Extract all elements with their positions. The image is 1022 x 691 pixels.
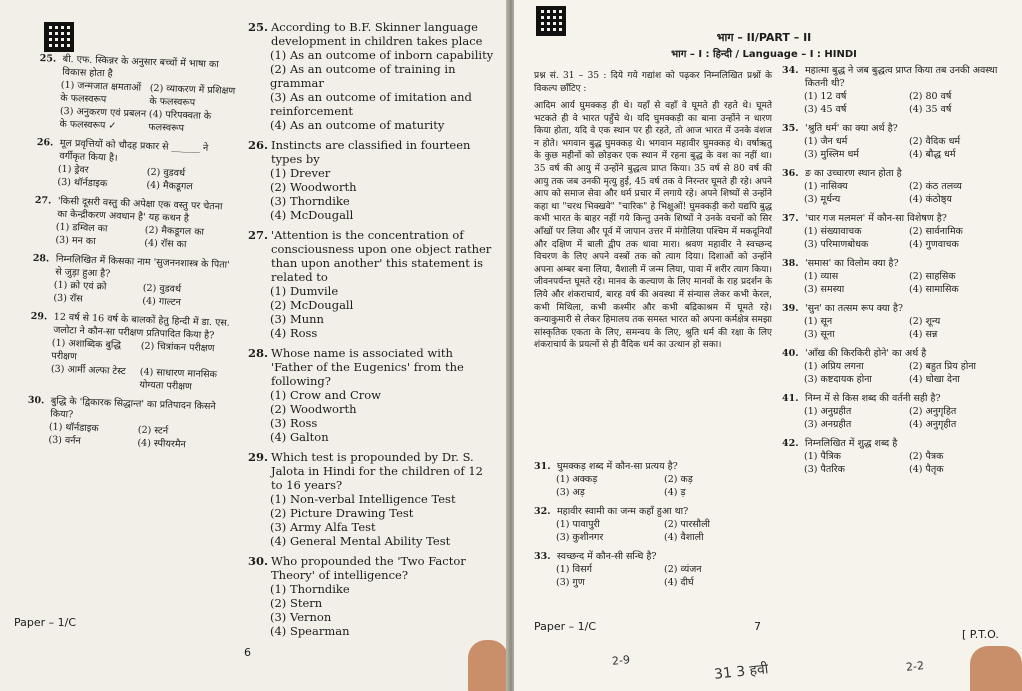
answer-option[interactable]: (3) 45 वर्ष	[804, 104, 847, 115]
page-number: 7	[754, 620, 761, 633]
question-header	[782, 347, 1014, 360]
answer-option[interactable]: (1) जैन धर्म	[804, 136, 848, 147]
options-list	[804, 450, 1014, 476]
answer-option[interactable]: (4) As an outcome of maturity	[270, 118, 445, 132]
answer-option[interactable]: (2) वैदिक धर्म	[909, 136, 961, 147]
question-text: According to B.F. Skinner language development in children takes place	[271, 20, 483, 48]
answer-option[interactable]: (2) Woodworth	[270, 402, 357, 416]
answer-option[interactable]: (3) मूर्धन्य	[804, 194, 841, 205]
question-header	[248, 554, 498, 582]
hindi-questions-column	[26, 52, 240, 459]
question-text: Whose name is associated with 'Father of the Eugenics' from the following?	[271, 346, 464, 388]
answer-option[interactable]: (4) धोखा देना	[909, 374, 960, 385]
question-item	[248, 346, 498, 444]
options-list	[556, 473, 772, 499]
options-list	[804, 135, 1014, 161]
question-number: 36.	[782, 168, 799, 179]
right-page	[514, 0, 1022, 691]
question-header	[248, 228, 498, 284]
answer-option[interactable]: (4) वैशाली	[664, 532, 704, 543]
answer-option[interactable]: (3) कष्टदायक होना	[804, 374, 872, 385]
options-list	[804, 180, 1014, 206]
answer-option[interactable]: (2) Woodworth	[270, 180, 357, 194]
answer-option[interactable]: (1) थॉर्नडाइक	[48, 421, 99, 435]
answer-option[interactable]: (3) वर्नन	[48, 434, 81, 447]
options-list	[270, 492, 498, 548]
question-item	[248, 20, 498, 132]
question-number: 32.	[534, 506, 551, 517]
question-header	[782, 212, 1014, 225]
answer-option[interactable]: (2) Picture Drawing Test	[270, 506, 414, 520]
question-item	[37, 52, 240, 137]
question-item	[33, 194, 235, 253]
answer-option[interactable]: (2) As an outcome of training in grammar	[270, 62, 456, 90]
english-questions-column	[248, 20, 498, 644]
section-header: भाग – I : हिन्दी / Language – I : HINDI	[671, 49, 857, 60]
question-number: 25.	[39, 52, 57, 65]
question-number: 37.	[782, 213, 799, 224]
answer-option[interactable]: (1) डम्विल का	[55, 221, 108, 235]
answer-option[interactable]: (2) मैकडूगल का	[144, 224, 205, 238]
question-text: 'श्रुति धर्म' का क्या अर्थ है?	[805, 123, 898, 134]
options-list	[270, 582, 498, 638]
thumb	[468, 640, 508, 691]
options-list	[53, 279, 232, 311]
answer-option[interactable]: (3) रॉस	[53, 292, 83, 305]
answer-option[interactable]: (3) मुस्लिम धर्म	[804, 149, 859, 160]
answer-option[interactable]: (3) परिमाणबोधक	[804, 239, 869, 250]
answer-option[interactable]: (4) साधारण मानसिक योग्यता परीक्षण	[139, 366, 218, 393]
question-header	[248, 450, 498, 492]
question-number: 27.	[34, 194, 52, 207]
handwritten-note: 2-2	[905, 659, 925, 674]
question-number: 40.	[782, 348, 799, 359]
question-header	[534, 505, 772, 518]
question-header	[782, 257, 1014, 270]
options-list	[804, 270, 1014, 296]
question-number: 30.	[248, 554, 269, 568]
question-item	[782, 437, 1014, 476]
answer-option[interactable]: (3) मन का	[55, 234, 96, 248]
answer-option[interactable]: (1) Crow and Crow	[270, 388, 382, 402]
question-header	[782, 64, 1014, 90]
hindi-grammar-column	[782, 64, 1014, 482]
question-item	[35, 136, 237, 195]
answer-option[interactable]: (2) शून्य	[909, 316, 941, 327]
answer-option[interactable]: (4) Ross	[270, 326, 318, 340]
question-header	[782, 392, 1014, 405]
answer-option[interactable]: (1) As an outcome of inborn capability	[270, 48, 494, 62]
question-text: निम्न में से किस शब्द की वर्तनी सही है?	[805, 393, 941, 404]
options-list	[55, 221, 234, 253]
question-number: 29.	[248, 450, 269, 464]
answer-option[interactable]: (2) वुडवर्थ	[146, 166, 186, 180]
question-number: 26.	[36, 136, 54, 149]
options-list	[804, 315, 1014, 341]
answer-option[interactable]: (1) 12 वर्ष	[804, 91, 847, 102]
page-number: 6	[244, 646, 251, 659]
question-header	[782, 167, 1014, 180]
answer-option[interactable]: (2) व्यंजन	[664, 564, 702, 575]
answer-option[interactable]: (1) नासिक्य	[804, 181, 848, 192]
question-item	[782, 122, 1014, 161]
answer-option[interactable]: (4) Galton	[270, 430, 329, 444]
question-text: महात्मा बुद्ध ने जब बुद्धत्व प्राप्त किया तब उनकी अवस्था कितनी थी?	[805, 65, 998, 89]
answer-option[interactable]: (3) थॉर्नडाइक	[57, 176, 108, 190]
question-text: 12 वर्ष से 16 वर्ष के बालकों हेतु हिन्दी में डा. एस. जलोटा ने कौन-सा परीक्षण प्रतिपादित किया है?	[53, 311, 230, 342]
answer-option[interactable]: (2) साहसिक	[909, 271, 956, 282]
question-item	[782, 257, 1014, 296]
answer-option[interactable]: (2) अनुगृहित	[909, 406, 957, 417]
question-text: बुद्धि के 'द्विकारक सिद्धान्त' का प्रतिपादन किसने किया?	[50, 395, 216, 421]
answer-option[interactable]: (4) अनुगृहीत	[909, 419, 957, 430]
footer-paper-code: Paper – 1/C	[14, 616, 77, 629]
question-text: 'Attention is the concentration of consciousness upon one object rather than upon another' this statement is related to	[271, 228, 492, 284]
answer-option[interactable]: (4) परिपक्वता के फलस्वरूप	[148, 108, 212, 135]
instructions: प्रश्न सं. 31 – 35 : दिये गये गद्यांश को पढ़कर निम्नलिखित प्रश्नों के विकल्प छाँटिए :	[534, 71, 772, 94]
question-number: 25.	[248, 20, 269, 34]
question-number: 38.	[782, 258, 799, 269]
answer-option[interactable]: (3) Munn	[270, 312, 324, 326]
answer-option[interactable]: (3) पैतरिक	[804, 464, 845, 475]
answer-option[interactable]: (4) Spearman	[270, 624, 350, 638]
qr-code-icon	[536, 6, 566, 36]
thumb	[970, 646, 1022, 691]
options-list	[270, 388, 498, 444]
question-item	[782, 302, 1014, 341]
question-text: Who propounded the 'Two Factor Theory' of intelligence?	[271, 554, 466, 582]
question-item	[782, 64, 1014, 116]
answer-option[interactable]: (4) सामासिक	[909, 284, 959, 295]
answer-option[interactable]: (1) सून	[804, 316, 833, 327]
question-item	[534, 460, 772, 499]
answer-option[interactable]: (1) जन्मजात क्षमताओं के फलस्वरूप	[60, 79, 142, 106]
answer-option[interactable]: (2) वुडवर्थ	[142, 282, 182, 296]
question-item	[31, 252, 233, 311]
question-number: 27.	[248, 228, 269, 242]
answer-option[interactable]: (4) दीर्घ	[664, 577, 694, 588]
answer-option[interactable]: (3) Vernon	[270, 610, 332, 624]
question-number: 26.	[248, 138, 269, 152]
question-item	[534, 505, 772, 544]
question-number: 42.	[782, 438, 799, 449]
answer-option[interactable]: (4) मैकडूगल	[146, 179, 193, 193]
options-list	[804, 405, 1014, 431]
answer-option[interactable]: (2) 80 वर्ष	[909, 91, 952, 102]
part-header: भाग – II/PART – II	[716, 31, 812, 44]
question-text: बी. एफ. स्किन्नर के अनुसार बच्चों में भाषा का विकास होता है	[62, 53, 219, 80]
question-item	[534, 550, 772, 589]
question-text: Instincts are classified in fourteen types by	[271, 138, 471, 166]
passage: आदिम आर्य घुमक्कड़ ही थे। यहाँ से वहाँ वे घूमते ही रहते थे। घूमते भटकते ही वे भारत पहुँचे थे। यदि घुमक्कड़ी का बाना उन्होंने न धारण किया होता, यदि वे एक स्थान पर ही रहते, तो आज भारत में उनके वंशज न होते। भगवान बुद्ध घुमक्कड़ थे। भगवान महावीर घुमक्कड़ थे। वर्षाऋतु के कुछ महीनों को छोड़कर एक स्थान में रहना बुद्ध के वश का नहीं था। 35 वर्ष की आयु में उन्होंने बुद्धत्व प्राप्त किया। 35 वर्ष से 80 वर्ष की आयु तक जब उनकी मृत्यु हुई, 45 वर्ष तक वे निरन्तर घूमते ही रहे। अपने आप को समाज सेवा और धर्म प्रचार में लगाये रहे। अपने शिष्यों से उन्होंने कहा था "चरथ भिक्खवे" "चारिक" हे भिक्षुओं! घुमक्कड़ी करो यद्यपि बुद्ध कभी भारत के बाहर नहीं गये किन्तु उनके शिष्यों ने उनके वचनों को सिर आँखों पर लिया और पूर्व में जापान उत्तर में मंगोलिया पश्चिम में मकदूनियाँ और दक्षिण में बाली द्वीप तक धावा मारा। श्रवण महावीर ने स्वच्छन्द विचरण के लिए अपने वस्त्रों तक को त्याग दिया। दिशाओं को उन्होंने अपना अम्बर बना लिया, वैशाली में जन्म लिया, पावा में शरीर त्याग किया। जीवनपर्यन्त घूमते रहे। मानव के कल्याण के लिए मानवों के राह प्रदर्शन के लिये और शंकराचार्य, बारह वर्ष की अवस्था में संन्यास लेकर कभी केरल, कभी मिथिला, कभी कश्मीर और कभी बद्रिकाश्रम में घूमते रहे। कन्याकुमारी से लेकर हिमालय तक समस्त भारत को अपना कर्मक्षेत्र समझा सांस्कृतिक एकता के लिए, समन्वय के लिए, श्रुति धर्म की रक्षा के लिए शंकराचार्य के प्रयत्नों से ही वैदिक धर्म का उत्थान हो सका।	[534, 101, 772, 351]
question-item	[26, 394, 228, 453]
question-header	[782, 122, 1014, 135]
question-text: घुमक्कड़ शब्द में कौन-सा प्रत्यय है?	[557, 461, 678, 472]
question-header	[534, 460, 772, 473]
question-header	[248, 20, 498, 48]
answer-option[interactable]: (3) Thorndike	[270, 194, 350, 208]
answer-option[interactable]: (3) अनुकरण एवं प्रबलन के फलस्वरूप ✓	[59, 105, 147, 132]
answer-option[interactable]: (2) पारसौली	[664, 519, 711, 530]
answer-option[interactable]: (2) Stern	[270, 596, 323, 610]
answer-option[interactable]: (1) पावापुरी	[556, 519, 600, 530]
question-header	[248, 346, 498, 388]
answer-option[interactable]: (4) रॉस का	[144, 237, 187, 251]
answer-option[interactable]: (3) आर्मी अल्फा टेस्ट	[50, 363, 126, 378]
answer-option[interactable]: (2) पैत्रक	[909, 451, 944, 462]
answer-option[interactable]: (3) गुण	[556, 577, 585, 588]
question-text: 'आँख की किरकिरी होने' का अर्थ है	[805, 348, 927, 359]
question-item	[782, 392, 1014, 431]
answer-option[interactable]: (3) Ross	[270, 416, 318, 430]
options-list	[270, 48, 498, 132]
answer-option[interactable]: (1) अनुग्रहीत	[804, 406, 852, 417]
question-item	[782, 347, 1014, 386]
options-list	[556, 518, 772, 544]
question-text: 'किसी दूसरी वस्तु की अपेक्षा एक वस्तु पर चेतना का केन्द्रीकरण अवधान है' यह कथन है	[57, 195, 223, 225]
answer-option[interactable]: (4) पैतृक	[909, 464, 944, 475]
question-item	[248, 228, 498, 340]
options-list	[57, 163, 236, 195]
question-text: 'चार गज मलमल' में कौन-सा विशेषण है?	[805, 213, 947, 224]
answer-option[interactable]: (3) कुशीनगर	[556, 532, 604, 543]
answer-option[interactable]: (4) कंठोष्ठ्य	[909, 194, 952, 205]
answer-option[interactable]: (2) कड़	[664, 474, 693, 485]
question-item	[28, 310, 231, 395]
answer-option[interactable]: (1) संख्यावाचक	[804, 226, 862, 237]
question-number: 41.	[782, 393, 799, 404]
answer-option[interactable]: (1) Drever	[270, 166, 331, 180]
answer-option[interactable]: (3) अड़	[556, 487, 585, 498]
answer-option[interactable]: (4) सन्न	[909, 329, 938, 340]
answer-option[interactable]: (3) अनग्रहीत	[804, 419, 852, 430]
answer-option[interactable]: (4) बौद्ध धर्म	[909, 149, 956, 160]
question-header	[248, 138, 498, 166]
question-text: Which test is propounded by Dr. S. Jalota in Hindi for the children of 12 to 16 years?	[271, 450, 483, 492]
question-text: स्वच्छन्द में कौन-सी सन्धि है?	[557, 551, 657, 562]
handwritten-note: 31 3 हवी	[713, 661, 770, 683]
question-item	[248, 450, 498, 548]
answer-option[interactable]: (4) स्पीयरमैन	[137, 437, 186, 451]
options-list	[804, 360, 1014, 386]
answer-option[interactable]: (1) Thorndike	[270, 582, 350, 596]
answer-option[interactable]: (2) McDougall	[270, 298, 354, 312]
question-header	[782, 437, 1014, 450]
question-number: 39.	[782, 303, 799, 314]
question-item	[248, 554, 498, 638]
options-list	[804, 225, 1014, 251]
question-number: 33.	[534, 551, 551, 562]
handwritten-note: 2-9	[611, 653, 631, 668]
question-number: 28.	[32, 252, 50, 265]
question-item	[782, 167, 1014, 206]
answer-option[interactable]: (3) समस्या	[804, 284, 845, 295]
answer-option[interactable]: (3) Army Alfa Test	[270, 520, 376, 534]
options-list	[59, 79, 239, 137]
left-page	[0, 0, 508, 691]
answer-option[interactable]: (1) अशाब्दिक बुद्धि परीक्षण	[51, 337, 122, 363]
answer-option[interactable]: (1) व्यास	[804, 271, 839, 282]
answer-option[interactable]: (4) McDougall	[270, 208, 354, 222]
answer-option[interactable]: (4) गाल्टन	[142, 295, 182, 309]
question-item	[248, 138, 498, 222]
answer-option[interactable]: (1) क्रो एवं क्रो	[53, 279, 107, 293]
answer-option[interactable]: (1) पैत्रिक	[804, 451, 841, 462]
question-number: 34.	[782, 65, 799, 76]
question-number: 28.	[248, 346, 269, 360]
answer-option[interactable]: (2) स्टर्न	[137, 424, 169, 437]
options-list	[50, 337, 230, 395]
question-text: निम्नलिखित में किसका नाम 'सुजननशास्त्र के पिता' से जुड़ा हुआ है?	[55, 253, 230, 280]
answer-option[interactable]: (2) व्याकरण में प्रशिक्षण के फलस्वरूप	[149, 82, 236, 109]
answer-option[interactable]: (3) सूना	[804, 329, 835, 340]
question-item	[782, 212, 1014, 251]
question-text: 'समास' का विलोम क्या है?	[805, 258, 899, 269]
answer-option[interactable]: (3) As an outcome of imitation and reinforcement	[270, 90, 472, 118]
answer-option[interactable]: (4) ड़	[664, 487, 686, 498]
answer-option[interactable]: (1) विसर्ग	[556, 564, 592, 575]
pto-label: [ P.T.O.	[962, 628, 999, 641]
answer-option[interactable]: (2) बहुत प्रिय होना	[909, 361, 977, 372]
answer-option[interactable]: (1) अप्रिय लगना	[804, 361, 864, 372]
answer-option[interactable]: (1) ड्रेवर	[57, 163, 89, 176]
options-list	[48, 421, 227, 453]
question-text: ङ का उच्चारण स्थान होता है	[805, 168, 902, 179]
question-header	[782, 302, 1014, 315]
question-header	[534, 550, 772, 563]
question-number: 35.	[782, 123, 799, 134]
answer-option[interactable]: (4) गुणवाचक	[909, 239, 959, 250]
options-list	[804, 90, 1014, 116]
question-number: 31.	[534, 461, 551, 472]
question-text: 'सुन' का तत्सम रूप क्या है?	[805, 303, 903, 314]
question-text: महावीर स्वामी का जन्म कहाँ हुआ था?	[557, 506, 689, 517]
options-list	[556, 563, 772, 589]
options-list	[270, 166, 498, 222]
answer-option[interactable]: (4) General Mental Ability Test	[270, 534, 451, 548]
answer-option[interactable]: (4) 35 वर्ष	[909, 104, 952, 115]
question-number: 29.	[30, 310, 48, 323]
answer-option[interactable]: (1) अक्कड़	[556, 474, 598, 485]
question-number: 30.	[27, 394, 45, 407]
passage-questions-column	[534, 460, 772, 595]
footer-paper-code: Paper – 1/C	[534, 620, 597, 633]
answer-option[interactable]: (2) कंठ तलव्य	[909, 181, 962, 192]
answer-option[interactable]: (2) सार्वनामिक	[909, 226, 963, 237]
answer-option[interactable]: (2) चित्रांकन परीक्षण	[140, 340, 215, 355]
question-text: मूल प्रवृत्तियों को चौदह प्रकार से ______ ने वर्गीकृत किया है।	[59, 137, 209, 164]
answer-option[interactable]: (1) Dumvile	[270, 284, 339, 298]
question-text: निम्नलिखित में शुद्ध शब्द है	[805, 438, 898, 449]
answer-option[interactable]: (1) Non-verbal Intelligence Test	[270, 492, 456, 506]
qr-code-icon	[44, 22, 74, 52]
options-list	[270, 284, 498, 340]
